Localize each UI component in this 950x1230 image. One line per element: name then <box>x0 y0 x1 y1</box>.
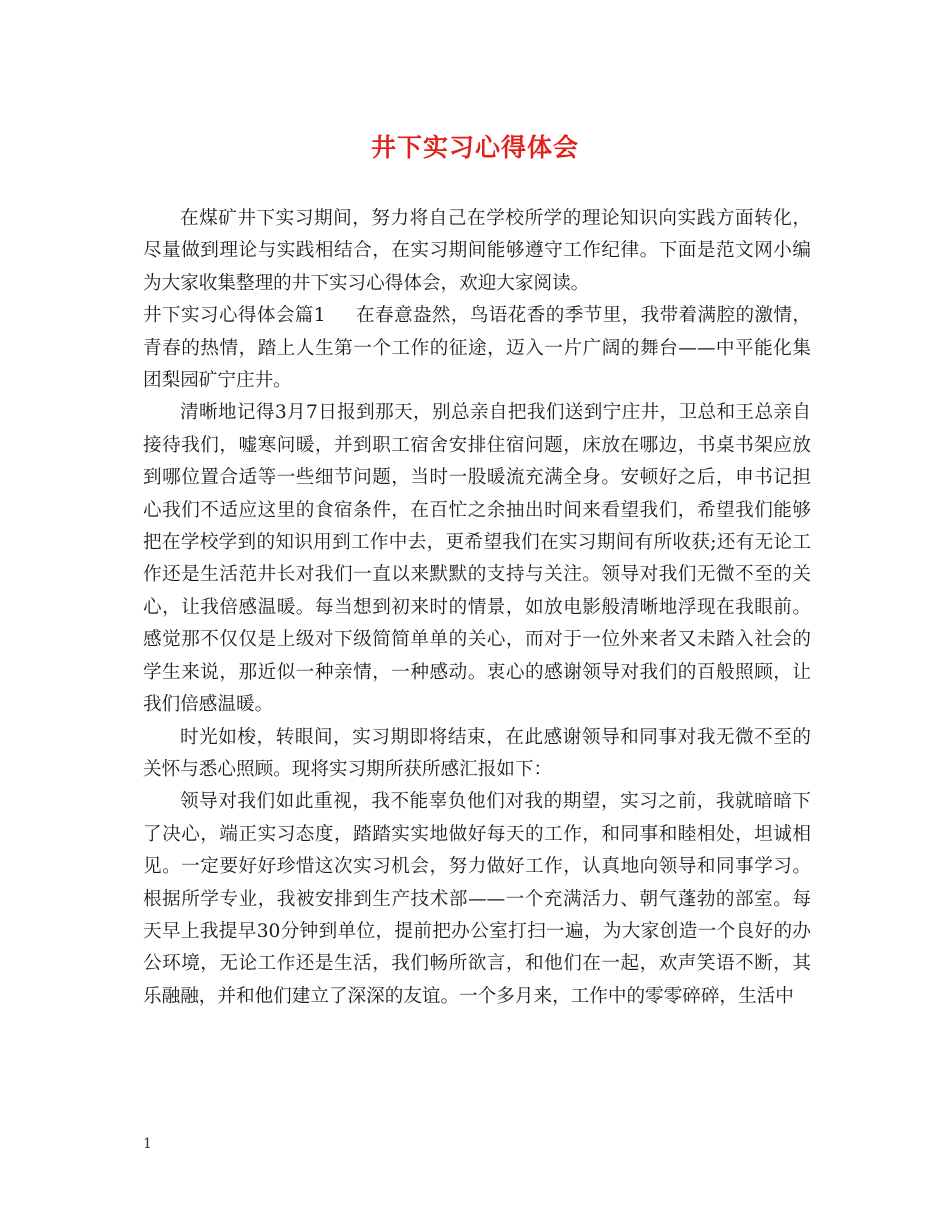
body-paragraph: 时光如梭，转眼间，实习期即将结束，在此感谢领导和同事对我无微不至的关怀与悉心照顾。现将实习期所获所感汇报如下： <box>143 726 811 780</box>
document-body <box>143 203 811 1013</box>
page-number: 1 <box>143 1136 152 1152</box>
section-first-text: 在春意盎然，鸟语花香的季节里，我带着满腔的激情，青春的热情，踏上人生第一个工作的征途，迈入一片广阔的舞台——中平能化集团梨园矿宁庄井。 <box>143 305 811 392</box>
section-heading: 井下实习心得体会篇1 <box>143 305 326 327</box>
section-first-paragraph <box>143 300 811 397</box>
body-paragraph: 清晰地记得3月7日报到那天，别总亲自把我们送到宁庄井，卫总和王总亲自接待我们，嘘寒问暖，并到职工宿舍安排住宿问题，床放在哪边，书桌书架应放到哪位置合适等一些细节问题，当时一股暖流充满全身。安顿好之后，申书记担心我们不适应这里的食宿条件，在百忙之余抽出时间来看望我们，希望我们能够把在学校学到的知识用到工作中去，更希望我们在实习期间有所收获;还有无论工作还是生活范井长对我们一直以来默默的支持与关注。领导对我们无微不至的关心，让我倍感温暖。每当想到初来时的情景，如放电影般清晰地浮现在我眼前。感觉那不仅仅是上级对下级简简单单的关心，而对于一位外来者又未踏入社会的学生来说，那近似一种亲情，一种感动。衷心的感谢领导对我们的百般照顾，让我们倍感温暖。 <box>143 402 811 716</box>
document-title: 井下实习心得体会 <box>370 133 579 162</box>
body-paragraph: 领导对我们如此重视，我不能辜负他们对我的期望，实习之前，我就暗暗下了决心，端正实习态度，踏踏实实地做好每天的工作，和同事和睦相处，坦诚相见。一定要好好珍惜这次实习机会，努力做好工作，认真地向领导和同事学习。根据所学专业，我被安排到生产技术部——一个充满活力、朝气蓬勃的部室。每天早上我提早30分钟到单位，提前把办公室打扫一遍，为大家创造一个良好的办公环境，无论工作还是生活，我们畅所欲言，和他们在一起，欢声笑语不断，其乐融融，并和他们建立了深深的友谊。一个多月来，工作中的零零碎碎，生活中 <box>143 791 811 1007</box>
intro-paragraph: 在煤矿井下实习期间，努力将自己在学校所学的理论知识向实践方面转化，尽量做到理论与实践相结合，在实习期间能够遵守工作纪律。下面是范文网小编为大家收集整理的井下实习心得体会，欢迎大家阅读。 <box>143 208 811 294</box>
